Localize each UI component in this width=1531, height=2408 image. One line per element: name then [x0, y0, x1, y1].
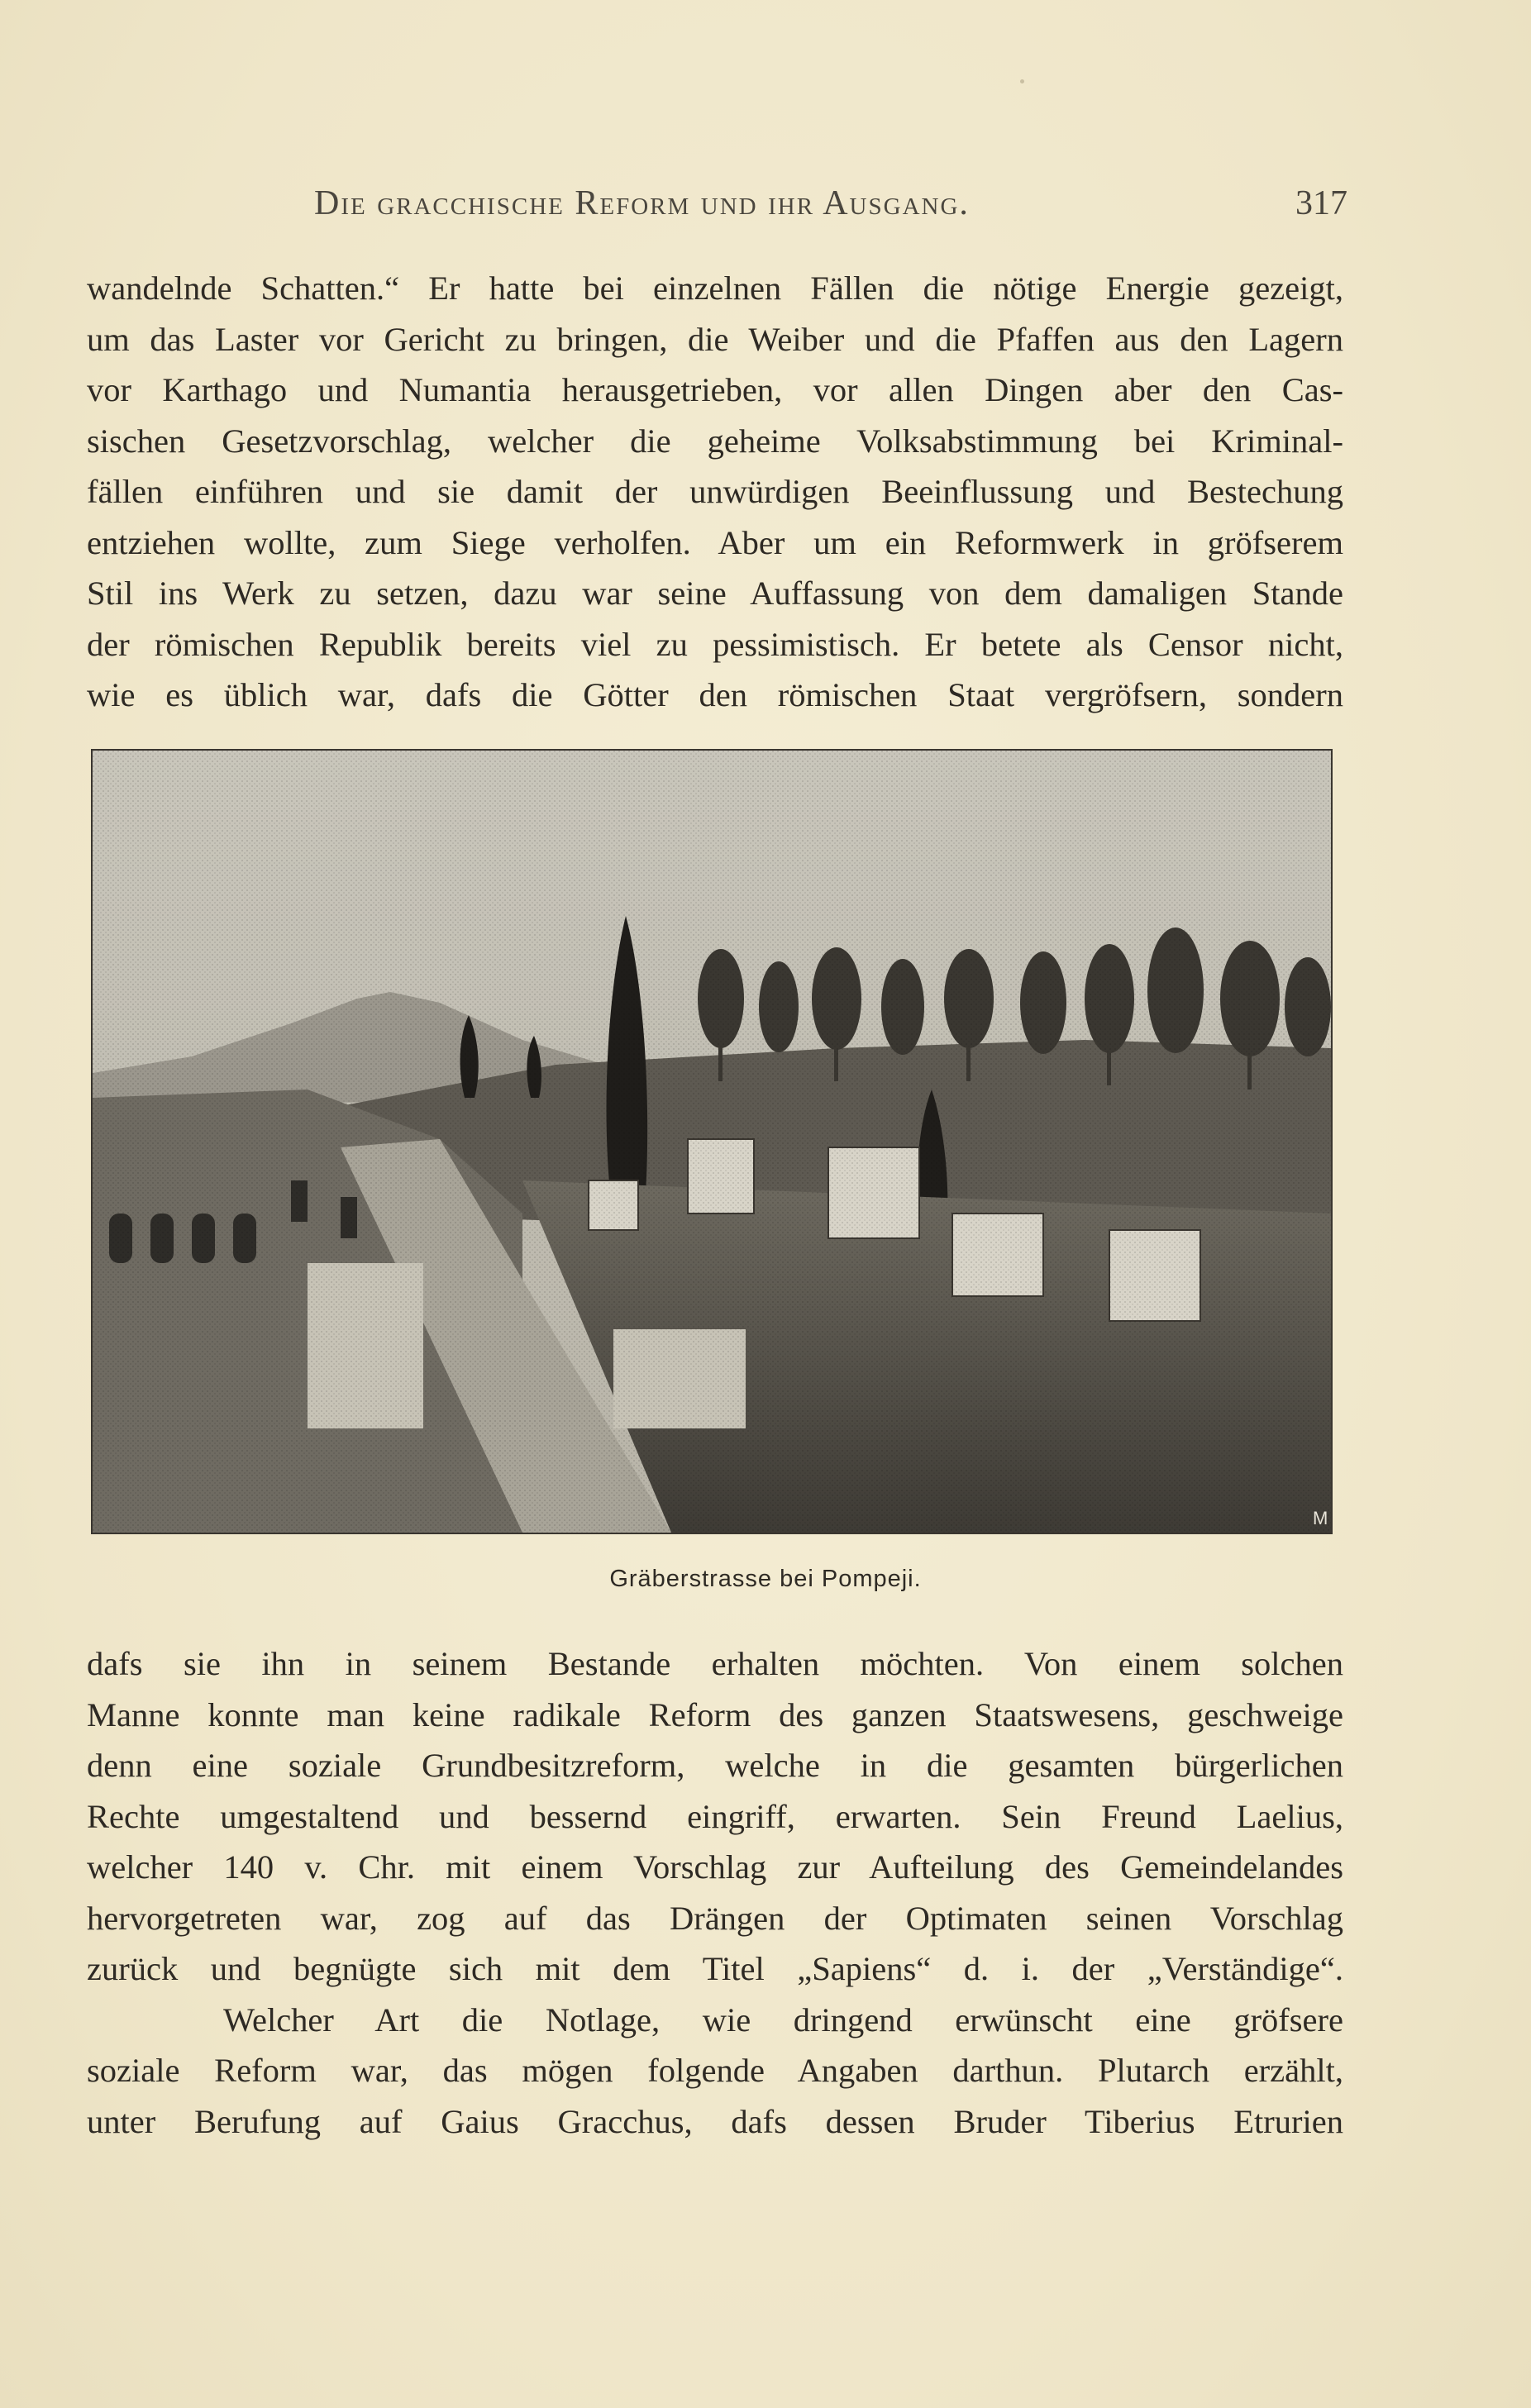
- halftone-photograph: [91, 749, 1333, 1534]
- text-line: zurück und begnügte sich mit dem Titel „Sapiens“ d. i. der „Verständige“.: [87, 1950, 1343, 1987]
- text-line: der römischen Republik bereits viel zu pessimistisch. Er betete als Censor nicht,: [87, 625, 1343, 663]
- text-line: denn eine soziale Grundbesitzreform, welche in die gesamten bürgerlichen: [87, 1747, 1343, 1784]
- text-line: Stil ins Werk zu setzen, dazu war seine Auffassung von dem damaligen Stande: [87, 575, 1343, 612]
- text-line: unter Berufung auf Gaius Gracchus, dafs dessen Bruder Tiberius Etrurien: [87, 2102, 1343, 2140]
- text-line: entziehen wollte, zum Siege verholfen. Aber um ein Reformwerk in gröfserem: [87, 523, 1343, 561]
- paper-speck: [1020, 79, 1024, 83]
- text-line: vor Karthago und Numantia herausgetrieben, vor allen Dingen aber den Cas-: [87, 371, 1343, 408]
- paragraph-bottom: [87, 1638, 1343, 2147]
- text-line: hervorgetreten war, zog auf das Drängen der Optimaten seinen Vorschlag: [87, 1899, 1343, 1937]
- engraver-signature: M: [1313, 1508, 1328, 1528]
- text-line: welcher 140 v. Chr. mit einem Vorschlag zur Aufteilung des Gemeindelandes: [87, 1848, 1343, 1886]
- text-line: Welcher Art die Notlage, wie dringend erwünscht eine gröfsere: [223, 2000, 1343, 2038]
- paragraph-top: [87, 263, 1343, 721]
- text-line: Rechte umgestaltend und bessernd eingriff, erwarten. Sein Freund Laelius,: [87, 1797, 1343, 1835]
- text-line: wandelnde Schatten.“ Er hatte bei einzelnen Fällen die nötige Energie gezeigt,: [87, 269, 1343, 307]
- text-line: soziale Reform war, das mögen folgende Angaben darthun. Plutarch erzählt,: [87, 2052, 1343, 2089]
- street-of-tombs-image: [93, 751, 1331, 1533]
- text-line: dafs sie ihn in seinem Bestande erhalten möchten. Von einem solchen: [87, 1645, 1343, 1682]
- text-line: wie es üblich war, dafs die Götter den römischen Staat vergröfsern, sondern: [87, 676, 1343, 713]
- page-number: 317: [1295, 184, 1347, 222]
- text-line: sischen Gesetzvorschlag, welcher die geheime Volksabstimmung bei Kriminal-: [87, 422, 1343, 460]
- text-line: fällen einführen und sie damit der unwürdigen Beeinflussung und Bestechung: [87, 473, 1343, 510]
- text-line: Manne konnte man keine radikale Reform des ganzen Staatswesens, geschweige: [87, 1695, 1343, 1733]
- text-line: um das Laster vor Gericht zu bringen, die Weiber und die Pfaffen aus den Lagern: [87, 320, 1343, 358]
- figure-caption: Gräberstrasse bei Pompeji.: [609, 1566, 922, 1592]
- running-header: Die gracchische Reform und ihr Ausgang.: [314, 184, 970, 222]
